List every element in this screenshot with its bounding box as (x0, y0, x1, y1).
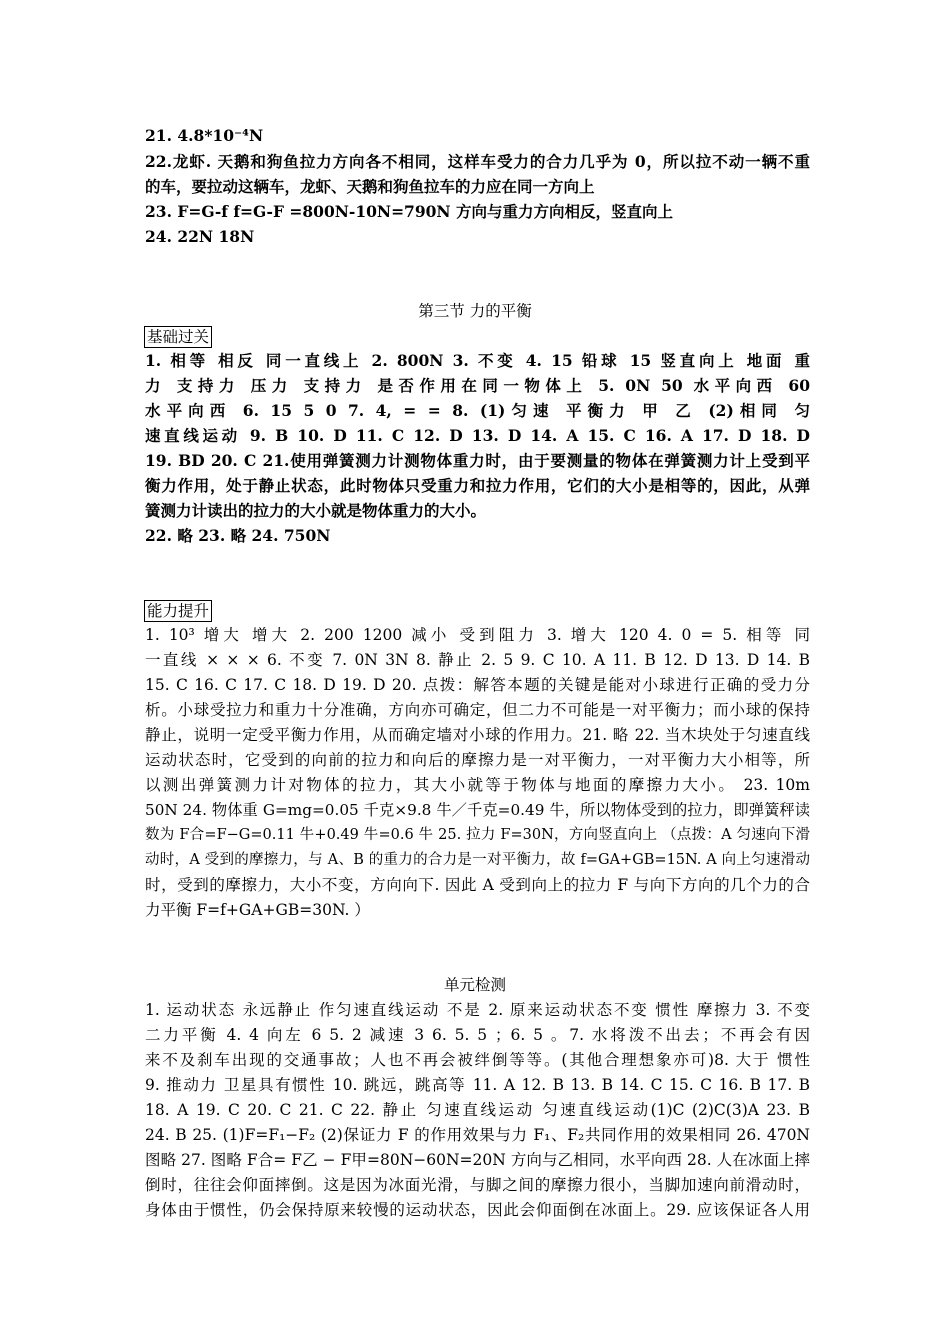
answer-line: 运动状态时，它受到的向前的拉力和向后的摩擦力是一对平衡力，一对平衡力大小相等，所 (145, 751, 810, 769)
section-title: 第三节 力的平衡 (418, 302, 532, 320)
answer-line: 18. A 19. C 20. C 21. C 22. 静止 匀速直线运动 匀速直线运动(1)C (2)C(3)A 23. B (145, 1101, 810, 1119)
answer-line: 以测出弹簧测力计对物体的拉力，其大小就等于物体与地面的摩擦力大小。 23. 10m (145, 776, 810, 794)
answer-line: 力平衡 F=f+GA+GB=30N. ） (145, 901, 370, 919)
answer-line: 时，受到的摩擦力，大小不变，方向向下. 因此 A 受到向上的拉力 F 与向下方向的几个力的合 (145, 876, 810, 894)
subsection-label: 基础过关 (144, 326, 212, 348)
answer-line: 身体由于惯性，仍会保持原来较慢的运动状态，因此会仰面倒在冰面上。29. 应该保证各人用 (145, 1201, 810, 1219)
answer-line: 24. B 25. (1)F=F₁−F₂ (2)保证力 F 的作用效果与力 F₁、F₂共同作用的效果相同 26. 470N (145, 1126, 810, 1144)
answer-line: 静止，说明一定受平衡力作用，从而确定墙对小球的作用力。21. 略 22. 当木块处于匀速直线 (145, 726, 810, 744)
answer-line: 数为 F合=F−G=0.11 牛+0.49 牛=0.6 牛 25. 拉力 F=30N，方向竖直向上 （点拨：A 匀速向下滑 (145, 827, 810, 843)
answer-line: 衡力作用，处于静止状态，此时物体只受重力和拉力作用，它们的大小是相等的，因此，从弹 (145, 476, 810, 495)
answer-line: 一直线 × × × 6. 不变 7. 0N 3N 8. 静止 2. 5 9. C 10. A 11. B 12. D 13. D 14. B (145, 651, 810, 669)
answer-line: 力 支持力 压力 支持力 是否作用在同一物体上 5. 0N 50 水平向西 60 (145, 376, 810, 395)
answer-line: 析。小球受拉力和重力十分准确，方向亦可确定，但二力不可能是一对平衡力；而小球的保持 (145, 701, 810, 719)
answer-line: 19. BD 20. C 21.使用弹簧测力计测物体重力时，由于要测量的物体在弹簧测力计上受到平 (145, 451, 810, 470)
answer-line: 簧测力计读出的拉力的大小就是物体重力的大小。 (145, 501, 487, 520)
answer-line: 50N 24. 物体重 G=mg=0.05 千克×9.8 牛／千克=0.49 牛，所以物体受到的拉力，即弹簧秤读 (145, 801, 810, 819)
answer-line: 动时，A 受到的摩擦力，与 A、B 的重力的合力是一对平衡力，故 f=GA+GB=15N. A 向上匀速滑动 (145, 852, 810, 868)
answer-line: 的车，要拉动这辆车，龙虾、天鹅和狗鱼拉车的力应在同一方向上 (145, 177, 595, 196)
answer-line: 来不及刹车出现的交通事故；人也不再会被绊倒等等。(其他合理想象亦可)8. 大于 惯性 (145, 1051, 810, 1069)
answer-line: 15. C 16. C 17. C 18. D 19. D 20. 点拨：解答本题的关键是能对小球进行正确的受力分 (145, 676, 810, 694)
answer-line: 倒时，往往会仰面摔倒。这是因为冰面光滑，与脚之间的摩擦力很小，当脚加速向前滑动时， (145, 1176, 810, 1194)
answer-line: 22.龙虾. 天鹅和狗鱼拉力方向各不相同，这样车受力的合力几乎为 0，所以拉不动一辆不重 (145, 152, 810, 171)
answer-line: 22. 略 23. 略 24. 750N (145, 526, 331, 545)
answer-line: 21. 4.8*10⁻⁴N (145, 126, 264, 145)
section-title: 单元检测 (443, 976, 506, 994)
answer-line: 23. F=G-f f=G-F =800N-10N=790N 方向与重力方向相反，竖直向上 (145, 202, 673, 221)
answer-line: 二力平衡 4. 4 向左 6 5. 2 减速 3 6. 5. 5 ；6. 5 。7. 水将泼不出去；不再会有因 (145, 1026, 810, 1044)
answer-line: 1. 相等 相反 同一直线上 2. 800N 3. 不变 4. 15 铅球 15 竖直向上 地面 重 (145, 351, 810, 370)
answer-line: 水平向西 6. 15 5 0 7. 4, = = 8. (1)匀速 平衡力 甲 乙 (2)相同 匀 (145, 401, 810, 420)
subsection-label: 能力提升 (144, 600, 212, 622)
answer-line: 1. 运动状态 永远静止 作匀速直线运动 不是 2. 原来运动状态不变 惯性 摩擦力 3. 不变 (145, 1001, 810, 1019)
answer-line: 图略 27. 图略 F合= F乙 − F甲=80N−60N=20N 方向与乙相同，水平向西 28. 人在冰面上摔 (145, 1151, 810, 1169)
answer-line: 速直线运动 9. B 10. D 11. C 12. D 13. D 14. A 15. C 16. A 17. D 18. D (145, 426, 810, 445)
answer-line: 9. 推动力 卫星具有惯性 10. 跳远，跳高等 11. A 12. B 13. B 14. C 15. C 16. B 17. B (145, 1076, 810, 1094)
answer-line: 24. 22N 18N (145, 227, 255, 246)
answer-line: 1. 10³ 增大 增大 2. 200 1200 减小 受到阻力 3. 增大 120 4. 0 = 5. 相等 同 (145, 626, 810, 644)
